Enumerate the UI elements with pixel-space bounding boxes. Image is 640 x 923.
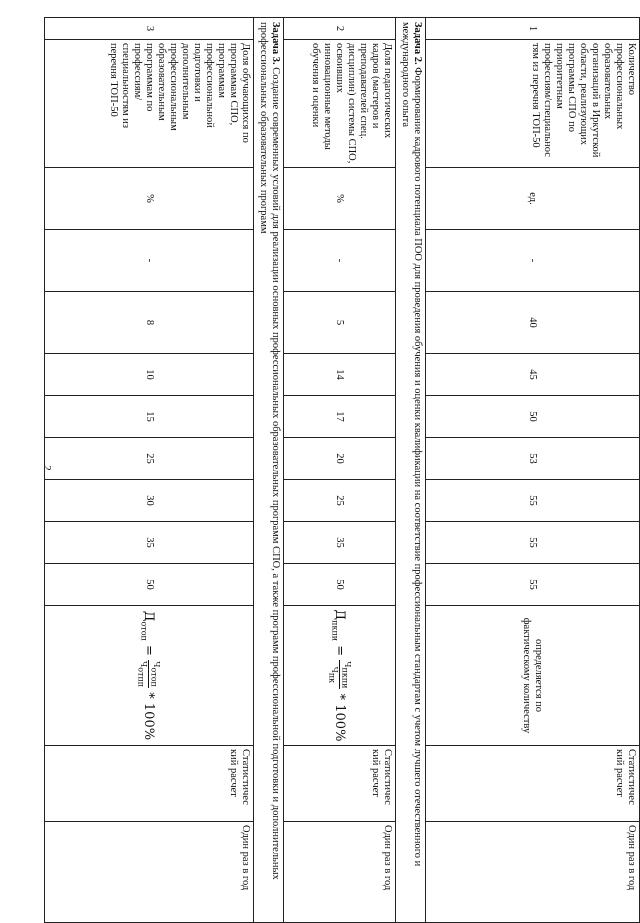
value-cell: 45 (426, 354, 640, 396)
formula-denominator: Ч (330, 666, 339, 673)
task-row (254, 18, 284, 923)
value-cell: 50 (284, 564, 396, 606)
data-source: Статистичес кий расчет (426, 746, 640, 822)
task-text: Формирование кадрового потенциала ПОО для проведения обучения и оценки квалификации на соответствие профессиональным стандартам с учетом лучшего отечественного и международного опыта (400, 22, 423, 867)
formula-lhs: Д (141, 610, 157, 622)
value-cell: 25 (45, 438, 254, 480)
indicator-name: Доля педагогических кадров (мастеров и преподавателей спец. дисциплин) системы СПО, освоивших инновационные методы обучения и оценки (284, 40, 396, 168)
formula: $Д_{пкпи}$ = $Ч_{пкпи}$ $Ч_{пк}$ * 100% (327, 609, 352, 742)
task-2-heading (396, 18, 426, 923)
indicator-table-rotated (45, 17, 640, 891)
value-cell: 35 (284, 522, 396, 564)
indicator-name: Количество профессиональных образовательных организаций в Иркутской области, реализующих программы СПО по приоритетным профессиям/специальнос тям из перечня ТОП-50 (426, 40, 640, 168)
value-cell: - (426, 230, 640, 292)
formula-numerator: Ч (152, 661, 162, 668)
formula-denominator: Ч (139, 661, 149, 668)
value-cell: 40 (426, 292, 640, 354)
unit-cell: % (45, 168, 254, 230)
formula-tail: * 100% (332, 693, 347, 742)
value-cell: 5 (284, 292, 396, 354)
formula-lhs-sub: отоп (139, 621, 149, 641)
indicator-table (44, 17, 640, 923)
value-cell: 55 (426, 564, 640, 606)
formula-fraction (137, 660, 161, 688)
row-number: 1 (426, 18, 640, 40)
task-text: Создание современных условий для реализации основных профессиональных образовательных программ СПО, а также программ профессиональной подготовки и дополнительных профессиональных образовательных программ (258, 22, 281, 880)
task-3-heading (254, 18, 284, 923)
table-row (284, 18, 396, 923)
calculation-method: определяется по фактическому количеству (426, 606, 640, 746)
value-cell: 10 (45, 354, 254, 396)
formula-numerator-sub: пкпи (340, 667, 349, 689)
value-cell: 17 (284, 396, 396, 438)
unit-cell: ед. (426, 168, 640, 230)
formula-denominator-sub: отпп (136, 667, 146, 688)
unit-cell: % (284, 168, 396, 230)
frequency: Один раз в год (426, 822, 640, 923)
row-number: 3 (45, 18, 254, 40)
value-cell: 55 (426, 522, 640, 564)
value-cell: 50 (45, 564, 254, 606)
task-label: Задача 3. (270, 22, 281, 65)
value-cell: 35 (45, 522, 254, 564)
formula-numerator-sub: отоп (149, 667, 159, 687)
formula-fraction (327, 660, 351, 689)
indicator-name: Доля обучающихся по программам СПО, программам профессиональной подготовки и дополнительным профессиональным образовательным программам по профессиям/ специальностям из перечня ТОП-50 (45, 40, 254, 168)
value-cell: 8 (45, 292, 254, 354)
table-row (45, 18, 254, 923)
frequency: Один раз в год (284, 822, 396, 923)
table-row (426, 18, 640, 923)
row-number: 2 (284, 18, 396, 40)
value-cell: 55 (426, 480, 640, 522)
task-row (396, 18, 426, 923)
formula: $Д_{отоп}$ = $Ч_{отоп}$ $Ч_{отпп}$ * 100% (136, 610, 162, 741)
calculation-formula (45, 606, 254, 746)
value-cell: 20 (284, 438, 396, 480)
value-cell: 14 (284, 354, 396, 396)
value-cell: - (284, 230, 396, 292)
value-cell: 25 (284, 480, 396, 522)
calculation-formula (284, 606, 396, 746)
task-label: Задача 2. (412, 22, 423, 65)
value-cell: 53 (426, 438, 640, 480)
formula-lhs-sub: пкпи (330, 620, 340, 642)
frequency: Один раз в год (45, 822, 254, 923)
value-cell: 15 (45, 396, 254, 438)
formula-lhs: Д (332, 609, 347, 621)
data-source: Статистичес кий расчет (45, 746, 254, 822)
value-cell: - (45, 230, 254, 292)
formula-numerator: Ч (342, 661, 352, 668)
value-cell: 30 (45, 480, 254, 522)
formula-tail: * 100% (141, 692, 157, 741)
value-cell: 50 (426, 396, 640, 438)
page-number: 2 (40, 465, 53, 471)
formula-denominator-sub: пк (327, 672, 337, 684)
data-source: Статистичес кий расчет (284, 746, 396, 822)
